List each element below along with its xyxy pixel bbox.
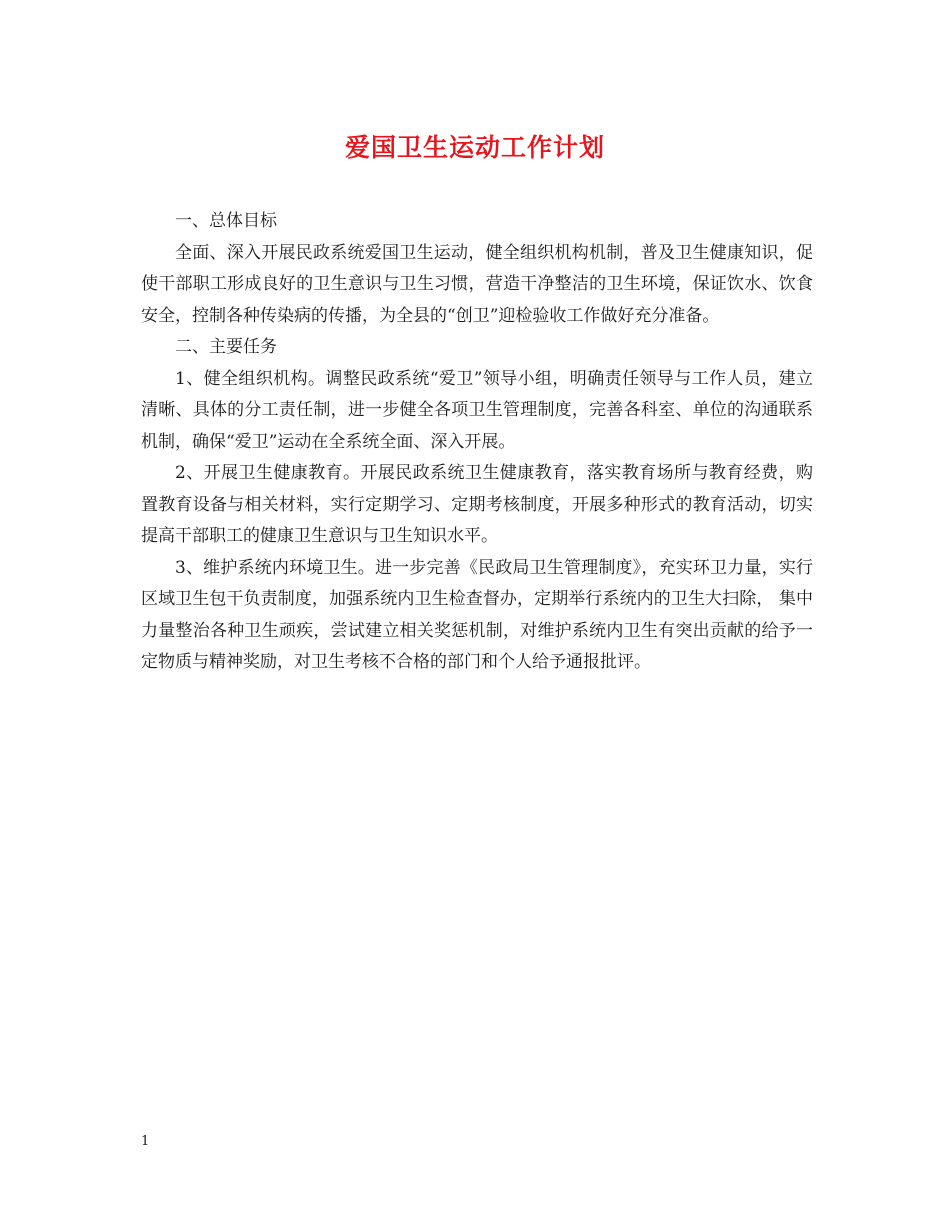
section-heading-overall-goal: 一、总体目标 (175, 211, 277, 231)
paragraph-overall-goal: 全面、深入开展民政系统爱国卫生运动，健全组织机构机制，普及卫生健康知识，促使干部职工形成良好的卫生意识与卫生习惯，营造干净整洁的卫生环境，保证饮水、饮食安全，控制各种传染病的传播，为全县的“创卫”迎检验收工作做好充分准备。 (141, 242, 813, 326)
section-heading-main-tasks: 二、主要任务 (175, 337, 277, 357)
document-body (141, 206, 813, 679)
document-title: 爱国卫生运动工作计划 (344, 133, 605, 162)
paragraph-task-2: 2、开展卫生健康教育。开展民政系统卫生健康教育，落实教育场所与教育经费，购置教育设备与相关材料，实行定期学习、定期考核制度，开展多种形式的教育活动，切实提高干部职工的健康卫生意识与卫生知识水平。 (141, 463, 813, 546)
paragraph-task-1: 1、健全组织机构。调整民政系统“爱卫”领导小组，明确责任领导与工作人员，建立清晰、具体的分工责任制，进一步健全各项卫生管理制度，完善各科室、单位的沟通联系机制，确保“爱卫”运动在全系统全面、深入开展。 (141, 368, 813, 452)
page-number: 1 (141, 1134, 150, 1149)
paragraph-task-3: 3、维护系统内环境卫生。进一步完善《民政局卫生管理制度》，充实环卫力量，实行区域卫生包干负责制度，加强系统内卫生检查督办，定期举行系统内的卫生大扫除， 集中力量整治各种卫生顽疾，尝试建立相关奖惩机制，对维护系统内卫生有突出贡献的给予一定物质与精神奖励，对卫生考核不合格的部门和个人给予通报批评。 (141, 557, 813, 672)
